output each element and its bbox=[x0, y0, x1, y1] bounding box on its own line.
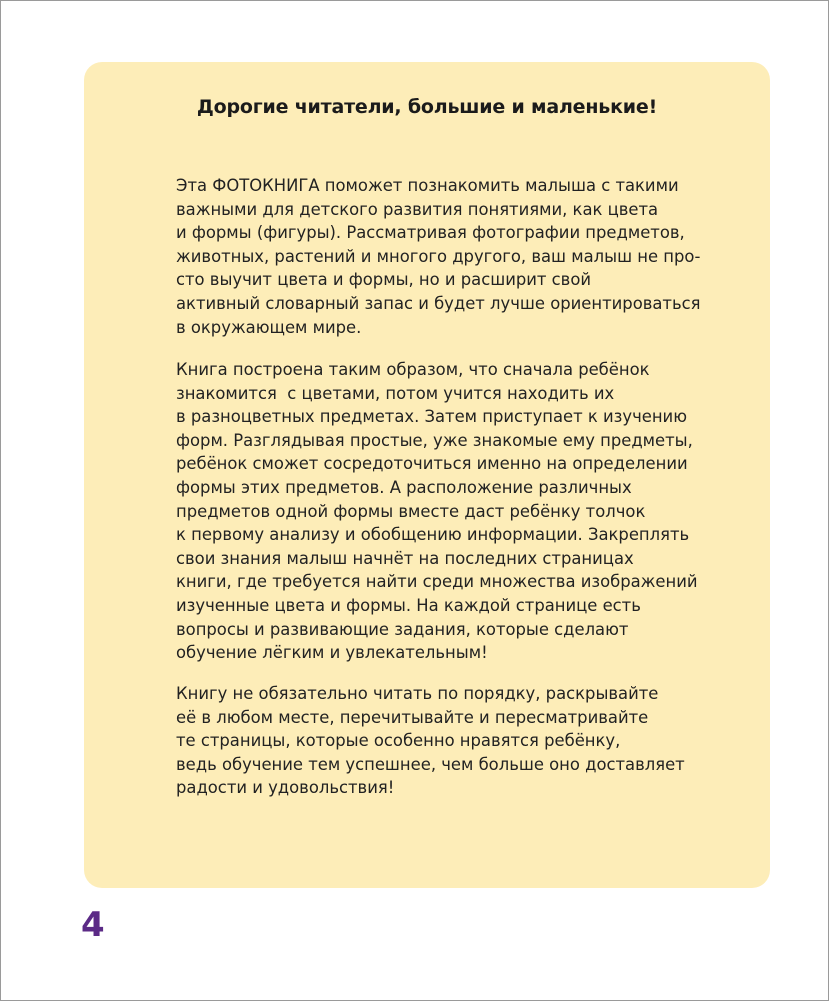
paragraph-line: в окружающем мире. bbox=[176, 317, 362, 337]
paragraph-line: ведь обучение тем успешнее, чем больше оно доставляет bbox=[176, 754, 685, 774]
intro-card bbox=[84, 62, 770, 888]
paragraph-line: животных, растений и многого другого, ваш малыш не про- bbox=[176, 246, 701, 266]
paragraph-line: в разноцветных предметах. Затем приступает к изучению bbox=[176, 407, 687, 427]
paragraph-line: формы этих предметов. А расположение различных bbox=[176, 477, 632, 497]
paragraph-line: её в любом месте, перечитывайте и пересматривайте bbox=[176, 707, 649, 727]
paragraph-2 bbox=[176, 358, 698, 665]
paragraph-line: активный словарный запас и будет лучше ориентироваться bbox=[176, 293, 701, 313]
page-number: 4 bbox=[81, 905, 105, 945]
paragraph-line: обучение лёгким и увлекательным! bbox=[176, 643, 488, 663]
paragraph-line: ребёнок сможет сосредоточиться именно на определении bbox=[176, 454, 688, 474]
paragraph-line: изученные цвета и формы. На каждой странице есть bbox=[176, 595, 641, 615]
paragraph-line: Книга построена таким образом, что сначала ребёнок bbox=[176, 360, 650, 379]
page-title: Дорогие читатели, большие и маленькие! bbox=[196, 96, 658, 118]
paragraph-line: знакомится с цветами, потом учится находить их bbox=[176, 383, 615, 403]
paragraph-line: вопросы и развивающие задания, которые сделают bbox=[176, 619, 629, 639]
paragraph-line: сто выучит цвета и формы, но и расширит свой bbox=[176, 270, 592, 290]
paragraph-line: те страницы, которые особенно нравятся ребёнку, bbox=[176, 731, 621, 751]
paragraph-line: форм. Разглядывая простые, уже знакомые ему предметы, bbox=[176, 430, 693, 450]
paragraph-line: и формы (фигуры). Рассматривая фотографии предметов, bbox=[176, 223, 685, 243]
paragraph-line: предметов одной формы вместе даст ребёнку толчок bbox=[176, 501, 646, 521]
paragraph-line: свои знания малыш начнёт на последних страницах bbox=[176, 548, 634, 568]
paragraph-line: важными для детского развития понятиями, как цвета bbox=[176, 199, 659, 219]
paragraph-3 bbox=[176, 682, 685, 800]
paragraph-line: радости и удовольствия! bbox=[176, 778, 395, 798]
paragraph-line: Эта ФОТОКНИГА поможет познакомить малыша с такими bbox=[176, 176, 679, 195]
paragraph-1 bbox=[176, 174, 701, 339]
paragraph-line: книги, где требуется найти среди множества изображений bbox=[176, 572, 698, 592]
paragraph-line: к первому анализу и обобщению информации. Закреплять bbox=[176, 525, 690, 545]
paragraph-line: Книгу не обязательно читать по порядку, раскрывайте bbox=[176, 684, 659, 703]
